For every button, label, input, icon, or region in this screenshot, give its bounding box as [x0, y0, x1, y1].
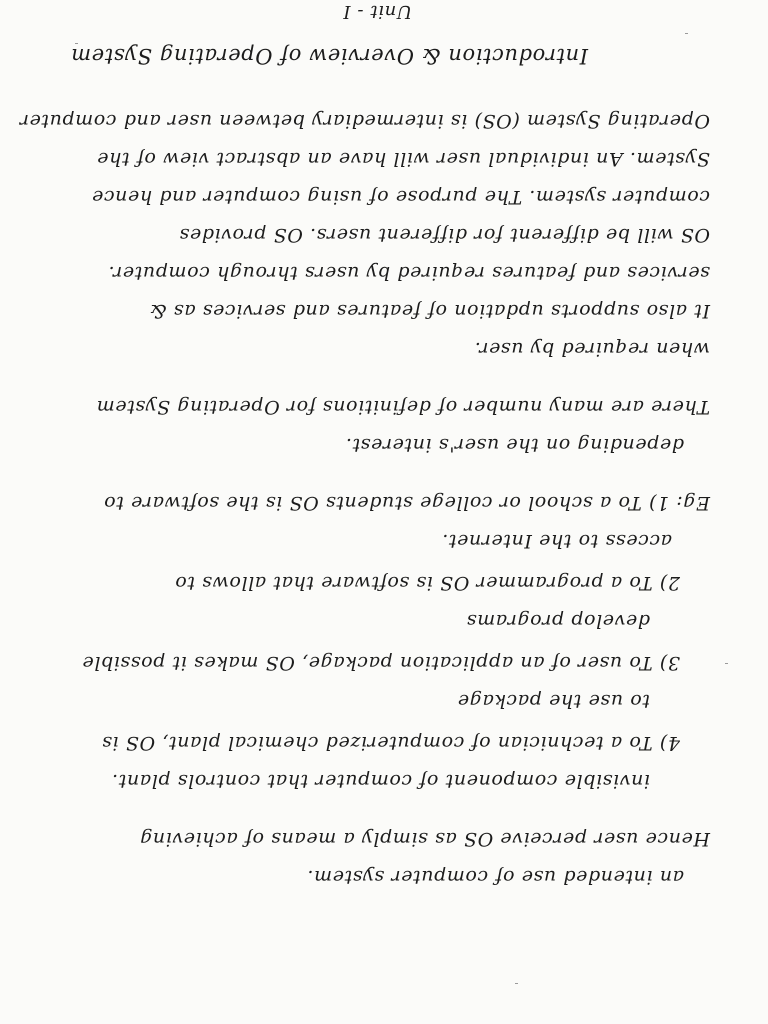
body-line: invisible component of computer that controls plant.: [111, 770, 650, 792]
scan-speck: [685, 33, 688, 34]
body-line: It also supports updation of features and services as &: [149, 300, 710, 322]
scan-speck: [515, 983, 518, 984]
body-line: develop programs: [466, 610, 650, 632]
body-line: access to the Internet.: [441, 530, 672, 552]
body-line: when required by user.: [474, 338, 710, 360]
body-line: 2) To a programmer OS is software that allows to: [174, 572, 680, 594]
scan-speck: [75, 43, 78, 44]
unit-label: Unit - I: [342, 1, 412, 22]
page-title: Introduction & Overview of Operating System: [70, 44, 588, 68]
body-line: 3) To user of an application package, OS makes it possible: [81, 652, 680, 674]
body-line: There are many number of definitions for Operating System: [96, 396, 710, 418]
body-line: OS will be different for different users. OS provides: [178, 224, 710, 246]
body-line: services and features required by users through computer.: [108, 262, 710, 284]
scan-speck: [725, 663, 728, 664]
body-line: to use the package: [457, 690, 650, 712]
body-line: depending on the user's interest.: [345, 434, 684, 456]
body-line: computer system. The purpose of using computer and hence: [91, 186, 710, 208]
body-line: Eg: 1) To a school or college students OS is the software to: [103, 492, 710, 514]
body-line: 4) To a technician of computerized chemical plant, OS is: [101, 732, 680, 754]
body-line: System. An individual user will have an abstract view of the: [96, 148, 710, 170]
body-line: Operating System (OS) is intermediary between user and computer: [19, 110, 710, 132]
body-line: an intended use of computer system.: [306, 866, 684, 888]
body-line: Hence user perceive OS as simply a means of achieving: [139, 828, 710, 850]
